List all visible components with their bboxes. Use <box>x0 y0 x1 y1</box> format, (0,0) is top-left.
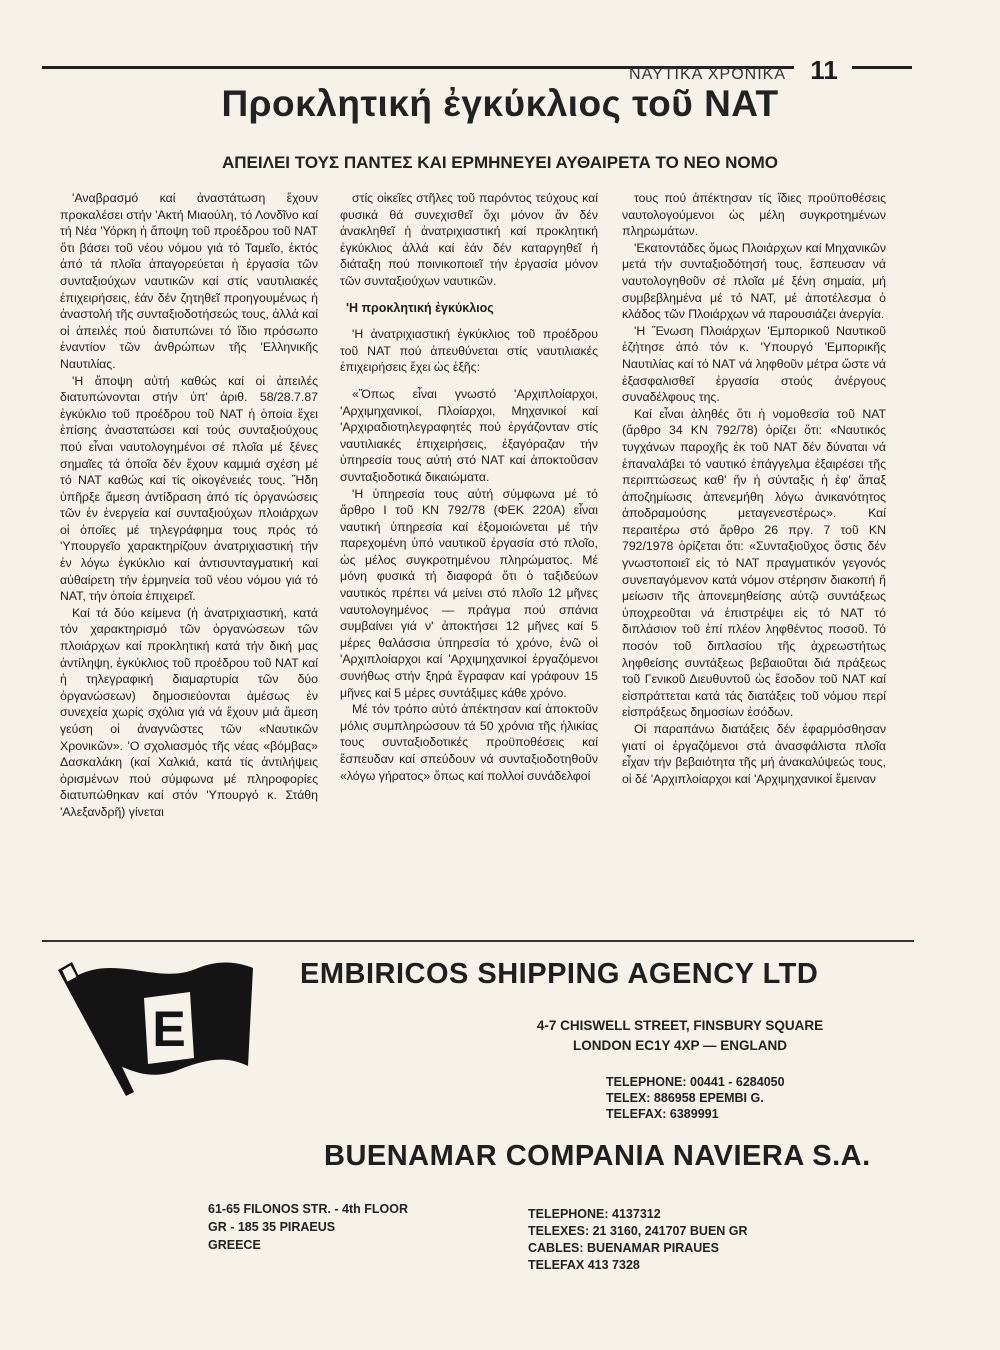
paragraph: τους πού ἀπέκτησαν τίς ἴδιες προϋποθέσεις ναυτολογούμενοι ὡς μέλη συγκροτημένων πληρωμάτων. <box>622 191 886 239</box>
cables-line: CABLES: BUENAMAR PIRAUES <box>528 1241 719 1255</box>
running-title: ΝΑΥΤΙΚΑ ΧΡΟΝΙΚΑ <box>629 66 786 83</box>
paragraph: «Ὅπως εἶναι γνωστό 'Αρχιπλοίαρχοι, 'Αρχιμηχανικοί, Πλοίαρχοι, Μηχανικοί καί 'Αρχιραδιοτηλεγραφητές πού ἐργάζονταν στίς ναυτιλιακές ἐπιχειρήσεις, ἐξαγόραζαν τήν ὑπηρεσία τους αὐτή στό ΝΑΤ καί ἀποκτοῦσαν συνταξιοδοτικά δικαιώματα. <box>340 386 598 484</box>
telefax-line: TELEFAX 413 7328 <box>528 1258 640 1272</box>
paragraph: 'Η Ἕνωση Πλοιάρχων 'Εμπορικοῦ Ναυτικοῦ ἐζήτησε ἀπό τόν κ. 'Υπουργό 'Εμπορικῆς Ναυτιλίας καί τό ΝΑΤ νά ληφθοῦν μέτρα ὥστε νά ἐξασφαλισθεῖ ἐργασία στούς ἀνέργους συναδέλφους της. <box>622 323 886 405</box>
flag-letter: E <box>152 1001 186 1057</box>
company-name-buenamar: BUENAMAR COMPANIA NAVIERA S.A. <box>324 1140 871 1172</box>
paragraph: 'Η ἀνατριχιαστική ἐγκύκλιος τοῦ προέδρου τοῦ ΝΑΤ πού ἀπευθύνεται στίς ναυτιλιακές ἐπιχειρήσεις ἔχει ὡς ἑξῆς: <box>340 327 598 375</box>
flag-icon <box>48 946 258 1096</box>
header-rule-right <box>852 66 912 69</box>
address-line: GREECE <box>208 1238 261 1252</box>
page-number: 11 <box>810 55 838 85</box>
telefax-line: TELEFAX: 6389991 <box>606 1107 719 1121</box>
article-column-2 <box>340 190 598 784</box>
address-line: GR - 185 35 PIRAEUS <box>208 1220 336 1234</box>
paragraph: Μέ τόν τρόπο αὐτό ἀπέκτησαν καί ἀποκτοῦν μόλις συμπληρώσουν τά 50 χρόνια τῆς ἡλικίας τους συνταξιοδοτικές προϋποθέσεις καί ἔσπευδαν καί σπεύδουν νά συνταξιοδοτηθοῦν «λόγω γήρατος» ὅπως καί πολλοί συνάδελφοί <box>340 702 598 783</box>
telephone-line: TELEPHONE: 4137312 <box>528 1207 661 1221</box>
telex-line: TELEX: 886958 EPEMBI G. <box>606 1091 764 1105</box>
article-column-3 <box>622 190 886 787</box>
advert-divider <box>42 940 914 942</box>
buenamar-contacts <box>528 1206 828 1274</box>
company-flag-logo <box>48 946 258 1096</box>
telex-line: TELEXES: 21 3160, 241707 BUEN GR <box>528 1224 748 1238</box>
paragraph: 'Η ὑπηρεσία τους αὐτή σύμφωνα μέ τό ἄρθρο Ι τοῦ ΚΝ 792/78 (ΦΕΚ 220Α) εἶναι ναυτική ὑπηρεσία καί ἐξομοιώνεται μέ τήν παρεχομένη ὑπό ναυτικοῦ ἐργασία στό πλοῖο, ὡς μέλος συγκροτημένου πληρώματος. Μέ μόνη φυσικά τή διαφορά ὅτι ὁ ταξιδεύων ναυτικός πρέπει νά μείνει στό πλοῖο 12 μῆνες ναυτολογημένος — πράγμα πού σπάνια συμβαίνει γιά ν' ἀποκτήσει 12 μῆνες καί 5 μέρες θαλάσσια ὑπηρεσία τό χρόνο, ἐνῶ οἱ 'Αρχιπλοίαρχοι καί 'Αρχιμηχανικοί ἐργαζόμενοι συνήθως στήν ξηρά ἔγραφαν καί γράφουν 15 μῆνες καί 5 μέρες συντάξιμες κάθε χρόνο. <box>340 486 598 700</box>
address-line: LONDON EC1Y 4XP — ENGLAND <box>572 1038 788 1053</box>
paragraph: Καί εἶναι ἀληθές ὅτι ἡ νομοθεσία τοῦ ΝΑΤ (ἄρθρο 34 ΚΝ 792/78) ὁρίζει ὅτι: «Ναυτικός τυγχάνων παροχῆς ἐκ τοῦ ΝΑΤ δέν δύναται νά ἐπαναλάβει τό ναυτικό ἐπάγγελμα ἐξαιρέσει τῆς περιπτώσεως καθ' ἥν ἡ σύνταξις ἡ ἐφ' ἅπαξ ἀποζημίωσις ἀπενεμήθη λόγω ἀνικανότητος ἀποδραμούσης μεταγενεστέρως». Καί περαιτέρω στό ἄρθρο 26 πργ. 7 τοῦ ΚΝ 792/1978 ὁρίζεται ὅτι: «Συνταξιοῦχος ὅστις δέν γνωστοποιεῖ εἰς τό ΝΑΤ πραγματικόν γεγονός συνεπαγόμενον κατά νόμον στέρησιν διακοπή ἤ μείωσιν τῆς ἀπονεμηθείσης αὐτῷ συντάξεως ὑποχρεοῦται νά ἐπιστρέψει εἰς τό ΝΑΤ τό διπλάσιον τοῦ ἐπί πλέον ληφθέντος ποσοῦ. Τό ποσόν τοῦ διπλασίου τῆς ἀχρεωστήτως ληφθείσης συντάξεως βεβαιοῦται διά πράξεως τοῦ Γενικοῦ Διευθυντοῦ ὡς ἔσοδον τοῦ ΝΑΤ καί εἰσπράττεται κατά τάς διατάξεις τοῦ νόμου περί εἰσπράξεως δημοσίων ἐσόδων. <box>622 406 886 720</box>
address-line: 4-7 CHISWELL STREET, FINSBURY SQUARE <box>536 1018 824 1033</box>
paragraph: στίς οἰκεῖες στῆλες τοῦ παρόντος τεύχους καί φυσικά θά συνεχισθεῖ ὄχι μόνον ἄν δέν ἀνακληθεῖ ἡ ἀνατριχιαστική καί προκλητική ἐγκύκλιος ἀλλά καί ἐάν δέν καταργηθεῖ ἡ διάταξη πού ποινικοποιεῖ τήν ἐργασία μόνον τῶν συνταξιούχων ναυτικῶν. <box>340 191 598 288</box>
telephone-line: TELEPHONE: 00441 - 6284050 <box>606 1075 785 1089</box>
section-heading: 'Η προκλητική ἐγκύκλιος <box>346 300 494 315</box>
paragraph: 'Εκατοντάδες ὅμως Πλοιάρχων καί Μηχανικῶν μετά τήν συνταξιοδότησή τους, ἔσπευσαν νά ναυτολογηθοῦν σέ πλοῖα μέ ξένη σημαία, μή συμβεβλημένα μέ τό ΝΑΤ, μέ ἀποτέλεσμα ὁ κλάδος τῶν Πλοιάρχων νά παρουσιάζει ἀνεργία. <box>622 240 886 322</box>
article-headline: Προκλητική ἐγκύκλιος τοῦ ΝΑΤ <box>221 83 779 124</box>
paragraph: 'Αναβρασμό καί ἀναστάτωση ἔχουν προκαλέσει στήν 'Ακτή Μιαούλη, τό Λονδῖνο καί τή Νέα 'Υόρκη ἡ ἄποψη τοῦ προέδρου τοῦ ΝΑΤ ὅτι βάσει τοῦ νέου νόμου γιά τό Ταμεῖο, ἐκτός ἀπό τά πλοῖα ἀπαγορεύεται ἡ ἐργασία τῶν συνταξιούχων ναυτικῶν καί στίς ναυτιλιακές ἐπιχειρήσεις, ἐάν δέν ζητηθεῖ προηγουμένως ἡ ἀναστολή τῆς συνταξιοδοτήσεώς τους, ἀλλά καί οἱ ἀπειλές πού διατυπώνει τό ἴδιο πρόσωπο ἐναντίον τῶν ἀνθρώπων τῆς 'Ελληνικῆς Ναυτιλίας. <box>60 191 318 371</box>
address-line: 61-65 FILONOS STR. - 4th FLOOR <box>208 1202 409 1216</box>
buenamar-address <box>208 1200 468 1254</box>
article-subheadline: ΑΠΕΙΛΕΙ ΤΟΥΣ ΠΑΝΤΕΣ ΚΑΙ ΕΡΜΗΝΕΥΕΙ ΑΥΘΑΙΡΕΤΑ ΤΟ ΝΕΟ ΝΟΜΟ <box>222 153 778 172</box>
paragraph: Καί τά δύο κείμενα (ἡ ἀνατριχιαστική, κατά τόν χαρακτηρισμό τῶν ὀργανώσεων τῶν πλοιάρχων καί προκλητική κατά τήν δική μας ἀντίληψη, ἐγκύκλιος τοῦ προέδρου τοῦ ΝΑΤ καί ἡ τηλεγραφική διαμαρτυρία τῶν δύο ὀργανώσεων) δημοσιεύονται ἀμέσως ἐν συνεχεία χωρίς σχόλια γιά νά ἔχουν μιά ἄμεση γεύση οἱ ἀναγνῶστες τῶν «Ναυτικῶν Χρονικῶν». 'Ο σχολιασμός τῆς νέας «βόμβας» Δασκαλάκη (καί Χαλκιά, κατά τίς ἀντιλήψεις ὁρισμένων πού σύμφωνα μέ πληροφορίες διατυπώθηκαν καί στόν 'Υπουργό κ. Στάθη 'Αλεξανδρῆ) γίνεται <box>60 605 318 819</box>
article-column-1 <box>60 190 318 821</box>
company-name-embiricos: EMBIRICOS SHIPPING AGENCY LTD <box>300 958 819 990</box>
paragraph: Οἱ παραπάνω διατάξεις δέν ἐφαρμόσθησαν γιατί οἱ ἐργαζόμενοι στά ἀνασφάλιστα πλοῖα εἶχαν τήν βεβαιότητα τῆς μή ἀνακαλύψεώς τους, οἱ δέ 'Αρχιπλοίαρχοι καί 'Αρχιμηχανικοί ἔμειναν <box>622 722 886 786</box>
paragraph: 'Η ἄποψη αὐτή καθώς καί οἱ ἀπειλές διατυπώνονται στήν ὑπ' ἀριθ. 58/28.7.87 ἐγκύκλιο τοῦ προέδρου τοῦ ΝΑΤ ἡ ὁποία ἔχει ἐπίσης ἀναστατώσει καί τούς συνταξιούχους πού εἶναι ναυτολογημένοι σέ πλοῖα μέ ξένες σημαῖες τά ὁποῖα δέν ἔχουν καμμιά σχέση μέ τό ΝΑΤ καθώς καί τίς οἰκογένειές τους. Ἤδη ὑπῆρξε ἄμεση ἀντίδραση ἀπό τίς ὀργανώσεις τῶν ἐν ἐνεργεία καί συνταξιούχων πλοιάρχων οἱ ὁποῖες μέ τηλεγράφημα τους πρός τό 'Υπουργεῖο χαρακτηρίζουν ἀνατριχιαστική τήν ἐν λόγω ἐγκύκλιο καί ἀντισυνταγματική καί αὐθαίρετη τήν ἑρμηνεία τοῦ νέου νόμου γιά τό ΝΑΤ, τήν ὁποία ἐπιχειρεῖ. <box>60 373 318 604</box>
